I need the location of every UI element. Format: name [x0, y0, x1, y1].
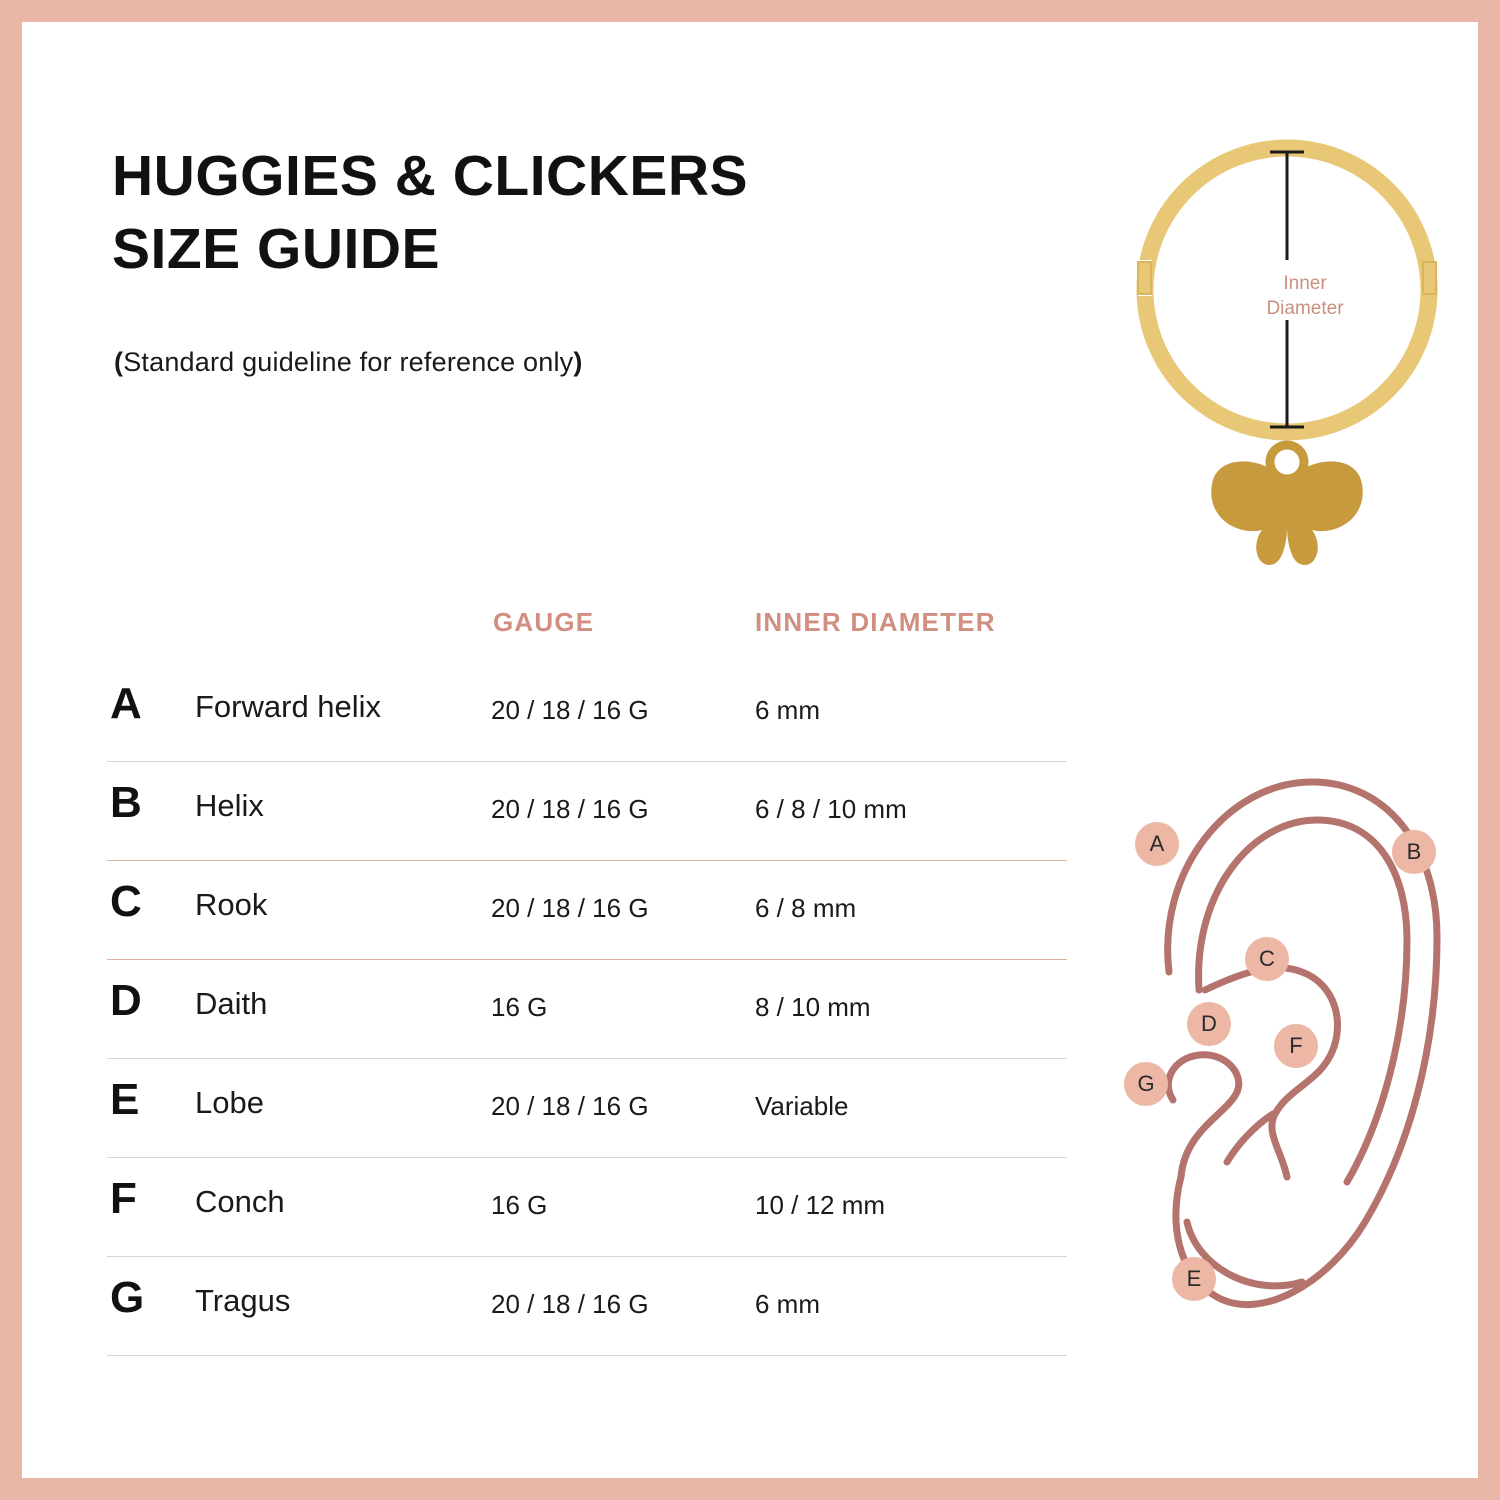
- subtitle: [114, 347, 583, 378]
- size-table: [107, 597, 1067, 1356]
- helix-fold: [1199, 820, 1407, 1182]
- ear-svg: [1077, 722, 1477, 1342]
- table-row: [107, 1059, 1067, 1158]
- row-gauge: 20 / 18 / 16 G: [491, 695, 649, 725]
- row-gauge: 16 G: [491, 1190, 548, 1220]
- inner-diameter-label-line2: Diameter: [1266, 297, 1344, 319]
- row-diameter: 6 / 8 mm: [755, 893, 857, 923]
- ear-marker-label: B: [1406, 839, 1422, 864]
- ear-marker-label: D: [1201, 1011, 1217, 1036]
- title-line-1: HUGGIES & CLICKERS: [112, 144, 749, 208]
- column-header-inner-diameter: INNER DIAMETER: [755, 607, 996, 637]
- ear-marker-f[interactable]: [1274, 1024, 1318, 1068]
- row-gauge: 20 / 18 / 16 G: [491, 1091, 649, 1121]
- ear-marker-b[interactable]: [1392, 830, 1436, 874]
- table-row: [107, 1158, 1067, 1257]
- table-row: [107, 1257, 1067, 1356]
- ear-marker-label: F: [1289, 1033, 1303, 1058]
- hoop-illustration: [1122, 132, 1452, 592]
- hinge-right: [1423, 262, 1436, 294]
- table-row: [107, 663, 1067, 762]
- row-letter: F: [110, 1174, 137, 1223]
- row-location: Tragus: [195, 1283, 291, 1318]
- subtitle-text: Standard guideline for reference only: [123, 347, 574, 377]
- ear-marker-g[interactable]: [1124, 1062, 1168, 1106]
- hinge-left: [1138, 262, 1151, 294]
- row-location: Conch: [195, 1184, 285, 1219]
- row-gauge: 20 / 18 / 16 G: [491, 1289, 649, 1319]
- table-row: [107, 762, 1067, 861]
- ear-marker-c[interactable]: [1245, 937, 1289, 981]
- row-letter: A: [110, 679, 142, 728]
- row-diameter: 6 mm: [755, 695, 820, 725]
- row-diameter: 6 / 8 / 10 mm: [755, 794, 907, 824]
- row-gauge: 20 / 18 / 16 G: [491, 794, 649, 824]
- guide-card: [22, 22, 1478, 1478]
- inner-diameter-label-line1: Inner: [1283, 273, 1327, 294]
- title-line-2: SIZE GUIDE: [112, 216, 441, 281]
- subtitle-open-paren: (: [114, 347, 124, 377]
- page-title: [112, 140, 932, 286]
- row-diameter: 6 mm: [755, 1289, 820, 1319]
- subtitle-close-paren: ): [573, 347, 583, 377]
- row-location: Forward helix: [195, 689, 382, 724]
- row-letter: E: [110, 1075, 140, 1124]
- row-letter: C: [110, 877, 142, 926]
- row-letter: B: [110, 778, 142, 827]
- ear-marker-label: C: [1259, 946, 1275, 971]
- row-gauge: 16 G: [491, 992, 548, 1022]
- ear-marker-d[interactable]: [1187, 1002, 1231, 1046]
- column-header-gauge: GAUGE: [493, 607, 595, 637]
- row-gauge: 20 / 18 / 16 G: [491, 893, 649, 923]
- inner-diameter-label: [1240, 272, 1370, 321]
- ear-marker-label: G: [1137, 1071, 1155, 1096]
- ear-marker-e[interactable]: [1172, 1257, 1216, 1301]
- ear-marker-a[interactable]: [1135, 822, 1179, 866]
- antihelix-curve: [1205, 968, 1338, 1177]
- row-location: Helix: [195, 788, 264, 823]
- row-diameter: Variable: [755, 1091, 849, 1121]
- row-letter: G: [110, 1273, 145, 1322]
- table-row: [107, 960, 1067, 1059]
- hoop-svg: [1122, 132, 1452, 592]
- row-diameter: 10 / 12 mm: [755, 1190, 886, 1220]
- table-header-row: [107, 597, 1067, 663]
- row-location: Daith: [195, 986, 268, 1021]
- row-location: Lobe: [195, 1085, 264, 1120]
- row-diameter: 8 / 10 mm: [755, 992, 871, 1022]
- ear-marker-label: A: [1149, 831, 1165, 856]
- row-location: Rook: [195, 887, 268, 922]
- row-letter: D: [110, 976, 142, 1025]
- table-row: [107, 861, 1067, 960]
- concha-inner: [1227, 1114, 1273, 1162]
- ear-marker-label: E: [1186, 1266, 1202, 1291]
- ear-diagram: [1077, 722, 1477, 1342]
